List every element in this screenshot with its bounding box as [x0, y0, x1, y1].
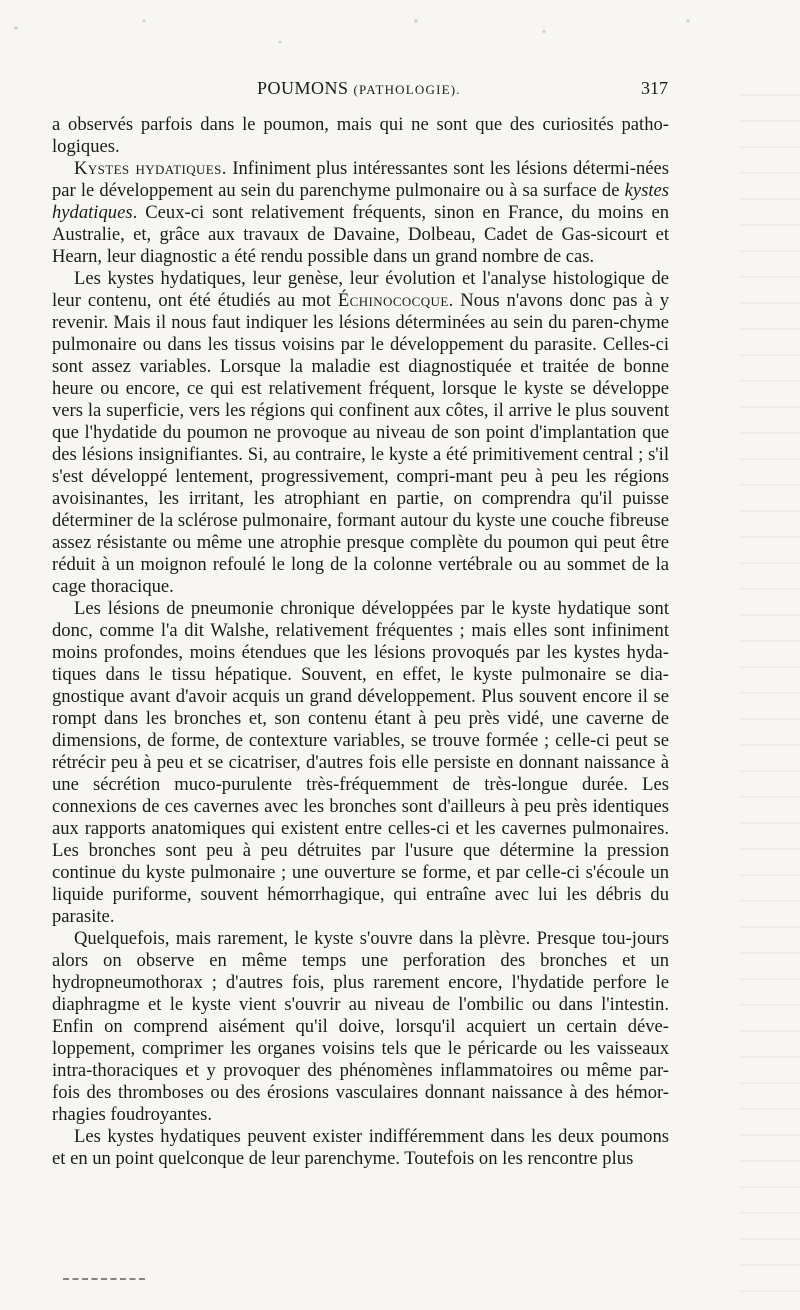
top-scan-noise: [0, 0, 800, 70]
paragraph-4: Quelquefois, mais rarement, le kyste s'ouvre dans la plèvre. Presque tou-jours alors on observe en même temps une perforation des bronches et un hydropneumothorax ; d'autres fois, plus rarement encore, l'hydatide perfore le diaphragme et le kyste vient s'ouvrir au niveau de l'ombilic ou dans l'intestin. Enfin on comprend aisément qu'il doive, lorsqu'il acquiert un certain déve-loppement, comprimer les organes voisins tels que le péricarde ou les vaisseaux intra-thoraciques et y provoquer des phénomènes inflammatoires ou même par-fois des thromboses ou des érosions vasculaires donnant naissance à des hémor-rhagies foudroyantes.: [52, 928, 669, 1125]
right-margin-noise: [740, 70, 800, 1300]
paragraph-2-text-b: . Nous n'avons donc pas à y revenir. Mais il nous faut indiquer les lésions déterminées au sein du paren-chyme pulmonaire ou dans les tissus voisins par le développement du parasite. Celles-ci sont assez variables. Lorsque la maladie est diagnostiquée et traitée de bonne heure ou encore, ce qui est relativement fréquent, lorsque le kyste se développe vers la superficie, vers les régions qui confinent aux côtes, il arrive le plus souvent que l'hydatide du poumon ne provoque au niveau de son point d'implantation que des lésions insignifiantes. Si, au contraire, le kyste a été primitivement central ; s'il s'est développé lentement, progressivement, compri-mant peu à peu les régions avoisinantes, les irritant, les atrophiant en partie, on comprendra qu'il puisse déterminer de la sclérose pulmonaire, formant autour du kyste une couche fibreuse assez résistante ou même une atrophie presque complète du poumon qui peut être réduit à un moignon refoulé le long de la colonne vertébrale ou au sommet de la cage thoracique.: [52, 290, 669, 597]
running-title-sub: (PATHOLOGIE).: [353, 82, 461, 97]
paragraph-2-text-a: Les kystes hydatiques, leur genèse, leur évolution et l'analyse histologique de leur contenu, ont été étudiés au mot: [52, 268, 669, 311]
paragraph-1-italic: kystes hydatiques: [52, 180, 669, 223]
paragraph-2: [52, 268, 669, 598]
running-title-main: POUMONS: [257, 78, 349, 98]
page-header: [52, 78, 668, 106]
paragraph-0: a observés parfois dans le poumon, mais qui ne sont que des curiosités patho-logiques.: [52, 114, 669, 157]
paragraph-3: Les lésions de pneumonie chronique développées par le kyste hydatique sont donc, comme l'a dit Walshe, relativement fréquentes ; mais elles sont infiniment moins profondes, moins étendues que les lésions provoqués par les kystes hyda-tiques dans le tissu hépatique. Souvent, en effet, le kyste pulmonaire se dia-gnostique avant d'avoir acquis un grand développement. Plus souvent encore il se rompt dans les bronches et, son contenu étant à peu près vidé, une caverne de dimensions, de forme, de contexture variables, se trouve formée ; celle-ci peut se rétrécir peu à peu et se cicatriser, d'autres fois elle persiste en donnant naissance à une sécrétion muco-purulente très-fréquemment de très-longue durée. Les connexions de ces cavernes avec les bronches sont d'ailleurs à peu près identiques aux rapports anatomiques qui existent entre celles-ci et les cavernes pulmonaires. Les bronches sont peu à peu détruites par l'usure que détermine la pression continue du kyste pulmonaire ; une ouverture se forme, et par celle-ci s'écoule un liquide puriforme, souvent hémorrhagique, qui entraîne avec lui les débris du parasite.: [52, 598, 669, 927]
section-label: Kystes hydatiques.: [74, 158, 227, 179]
page-number: 317: [641, 78, 668, 98]
paragraph-1-text-b: . Ceux-ci sont relativement fréquents, sinon en France, du moins en Australie, et, grâce aux travaux de Davaine, Dolbeau, Cadet de Gas-sicourt et Hearn, leur diagnostic a été rendu possible dans un grand nombre de cas.: [52, 202, 669, 267]
paragraph-1: [52, 158, 669, 268]
running-title: [257, 78, 461, 99]
body-text: [52, 114, 669, 1170]
footer-dashes: [63, 1278, 145, 1280]
reference-word: Échinococque: [337, 290, 449, 311]
paragraph-1-text-a: Infiniment plus intéressantes sont les lésions détermi-nées par le développement au sein du parenchyme pulmonaire ou à sa surface de: [52, 158, 670, 201]
paragraph-5: Les kystes hydatiques peuvent exister indifféremment dans les deux poumons et en un point quelconque de leur parenchyme. Toutefois on les rencontre plus: [52, 1126, 669, 1169]
